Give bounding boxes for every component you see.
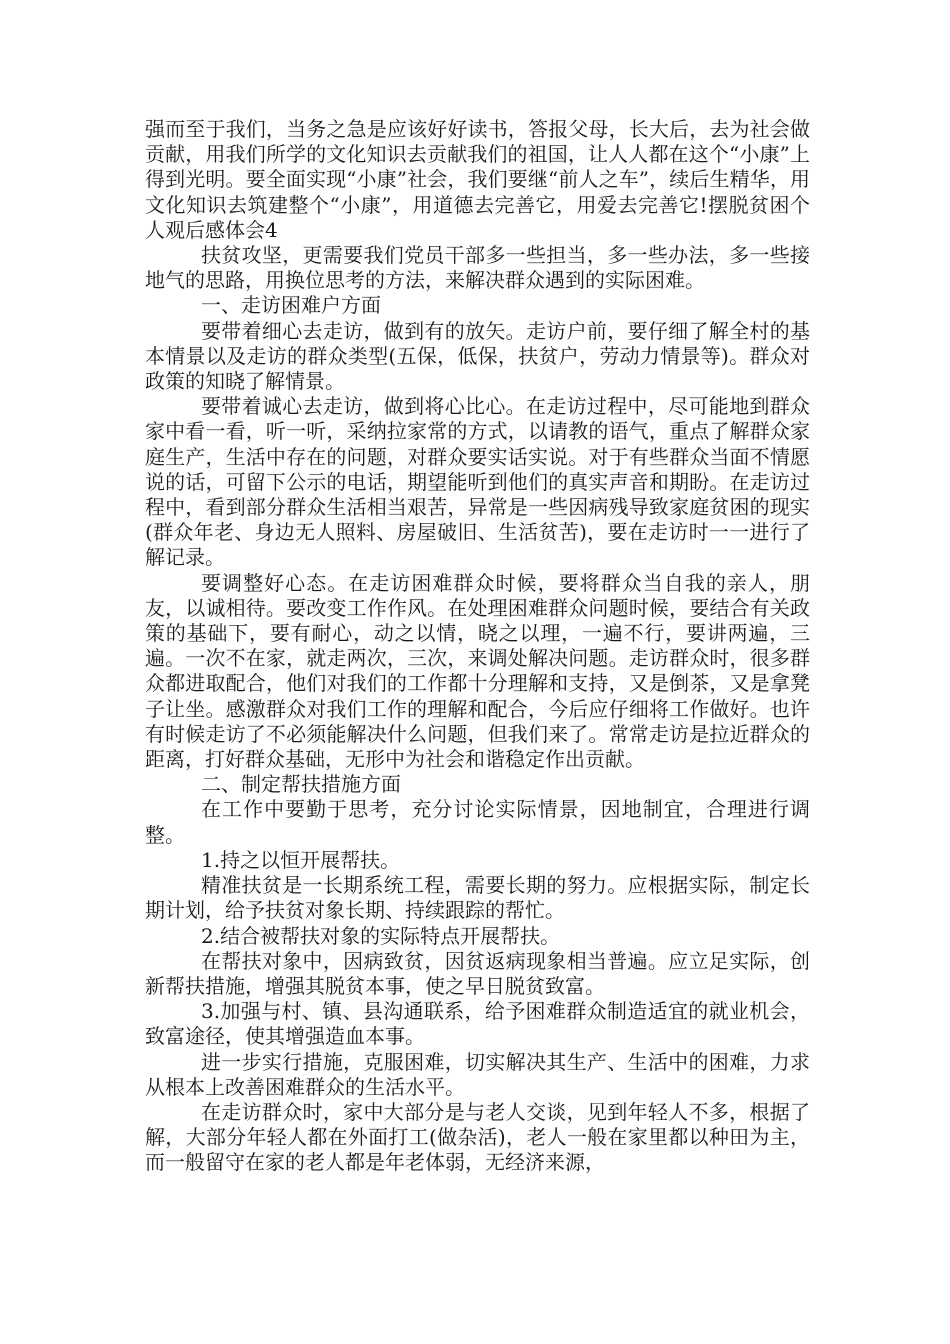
section-heading-2: 二、制定帮扶措施方面: [201, 772, 401, 797]
paragraph-4: 要带着诚心去走访，做到将心比心。在走访过程中，尽可能地到群众家中看一看，听一听，采纳拉家常的方式，以请教的语气，重点了解群众家庭生产，生活中存在的问题，对群众要实话实说。对于有些群众当面不情愿说的话，可留下公示的电话，期望能听到他们的真实声音和期盼。在走访过程中，看到部分群众生活相当艰苦，异常是一些因病残导致家庭贫困的现实(群众年老、身边无人照料、房屋破旧、生活贫苦)，要在走访时一一进行了解记录。: [145, 394, 810, 570]
paragraph-7: 精准扶贫是一长期系统工程，需要长期的努力。应根据实际，制定长期计划，给予扶贫对象长期、持续跟踪的帮忙。: [145, 873, 810, 923]
paragraph-6: 在工作中要勤于思考，充分讨论实际情景，因地制宜，合理进行调整。: [145, 797, 810, 847]
list-item-3: 3.加强与村、镇、县沟通联系，给予困难群众制造适宜的就业机会，致富途径，使其增强造血本事。: [145, 999, 810, 1049]
paragraph-1: 强而至于我们，当务之急是应该好好读书，答报父母，长大后，去为社会做贡献，用我们所学的文化知识去贡献我们的祖国，让人人都在这个“小康”上得到光明。要全面实现“小康”社会，我们要继“前人之车”，续后生精华，用文化知识去筑建整个“小康”，用道德去完善它，用爱去完善它!摆脱贫困个人观后感体会4: [145, 117, 810, 242]
section-heading-1: 一、走访困难户方面: [201, 293, 381, 318]
list-item-2: 2.结合被帮扶对象的实际特点开展帮扶。: [201, 923, 561, 948]
paragraph-8: 在帮扶对象中，因病致贫，因贫返病现象相当普遍。应立足实际，创新帮扶措施，增强其脱贫本事，使之早日脱贫致富。: [145, 948, 810, 998]
paragraph-5: 要调整好心态。在走访困难群众时候，要将群众当自我的亲人，朋友，以诚相待。要改变工作作风。在处理困难群众问题时候，要结合有关政策的基础下，要有耐心，动之以情，晓之以理，一遍不行，要讲两遍，三遍。一次不在家，就走两次，三次，来调处解决问题。走访群众时，很多群众都进取配合，他们对我们的工作都十分理解和支持，又是倒茶，又是拿凳子让坐。感激群众对我们工作的理解和配合，今后应仔细将工作做好。也许有时候走访了不必须能解决什么问题，但我们来了。常常走访是拉近群众的距离，打好群众基础，无形中为社会和谐稳定作出贡献。: [145, 570, 810, 772]
paragraph-2: 扶贫攻坚，更需要我们党员干部多一些担当，多一些办法，多一些接地气的思路，用换位思考的方法，来解决群众遇到的实际困难。: [145, 243, 810, 293]
list-item-1: 1.持之以恒开展帮扶。: [201, 847, 401, 872]
paragraph-9: 进一步实行措施，克服困难，切实解决其生产、生活中的困难，力求从根本上改善困难群众的生活水平。: [145, 1049, 810, 1099]
paragraph-10: 在走访群众时，家中大部分是与老人交谈，见到年轻人不多，根据了解，大部分年轻人都在外面打工(做杂活)，老人一般在家里都以种田为主，而一般留守在家的老人都是年老体弱，无经济来源，: [145, 1099, 810, 1175]
paragraph-3: 要带着细心去走访，做到有的放矢。走访户前，要仔细了解全村的基本情景以及走访的群众类型(五保，低保，扶贫户，劳动力情景等)。群众对政策的知晓了解情景。: [145, 318, 810, 394]
document-page: [145, 117, 810, 1176]
